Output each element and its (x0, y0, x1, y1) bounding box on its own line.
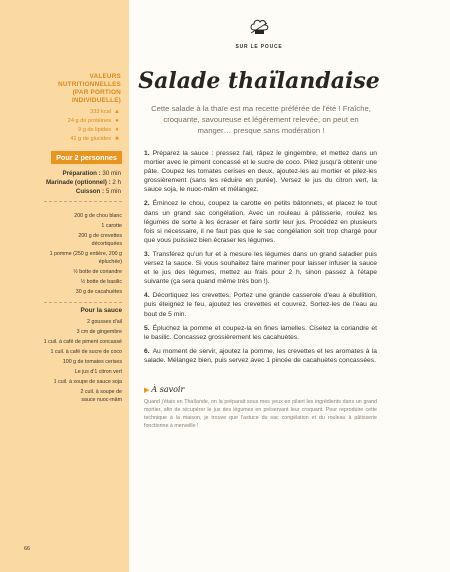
ingredient-item: ½ botte de coriandre (73, 269, 122, 275)
step-item: 4. Décortiquez les crevettes. Portez une grande casserole d'eau à ébullition, puis éteignez le feu, ajoutez les crevettes et couvrez. Sortez-les de l'eau au bout de 5 min. (144, 292, 377, 318)
steps-list (144, 149, 377, 370)
section-kicker: SUR LE POUCE (235, 44, 283, 50)
ingredients-list (22, 212, 122, 406)
leaf-icon: ♦ (115, 127, 119, 133)
recipe-main (129, 0, 450, 572)
nutrition-title (0, 73, 121, 105)
sauce-item: 3 cm de gingembre (76, 329, 122, 335)
ingredient-item: ½ botte de basilic (80, 279, 122, 285)
sauce-item: 1 cuil. à café de piment concassé (43, 339, 122, 345)
ingredient-item: 200 g de crevettes décortiquées (78, 233, 122, 247)
nutrition-kcal: 333 kcal ▲ (90, 109, 120, 115)
flame-icon: ▲ (114, 109, 120, 115)
step-item: 2. Émincez le chou, coupez la carotte en petits bâtonnets, et placez le tout dans un grand sac congélation. Avec un rouleau à pâtisserie, roulez les légumes de sorte à les écraser et faire sortir leur jus. Procédez en plusieurs fois si nécessaire, il ne faut pas que le sac congélation soit trop chargé pour que vous puissiez bien écraser les légumes. (144, 200, 377, 244)
ingredient-item: 1 pomme (250 g entière, 200 g épluchée) (49, 251, 122, 265)
ingredient-item: 200 g de chou blanc (74, 213, 122, 219)
time-cooking: Cuisson : 5 min (75, 188, 121, 195)
nutrition-title-line: VALEURS (89, 73, 121, 80)
sauce-item: 2 gousses d'ail (87, 319, 122, 325)
tip-text: Quand j'étais en Thaïlande, on la préparait sous mes yeux en pilant les ingrédients dans un grand mortier, afin de récupérer le jus des légumes en préservant leur croquant. Pour reproduire cette technique à la maison, je trouve que l'astuce du sac congélation et du rouleau à pâtisserie fonctionne à merveille ! (144, 399, 377, 429)
step-item: 6. Au moment de servir, ajoutez la pomme, les crevettes et les aromates à la salade. Mélangez bien, puis servez avec 1 pincée de cacahuètes concassées. (144, 347, 377, 364)
ingredient-item: 30 g de cacahuètes (75, 289, 122, 295)
sauce-item: 100 g de tomates cerises (62, 359, 122, 365)
chef-hat-icon (248, 18, 270, 36)
sauce-item: 1 cuil. à café de sucre de coco (50, 349, 122, 355)
time-prep: Préparation : 30 min (62, 170, 121, 177)
sauce-item: 2 cuil. à soupe de sauce nuoc-mâm (80, 389, 122, 403)
drop-icon: ● (115, 118, 119, 124)
nutrition-title-line: NUTRITIONNELLES (58, 81, 121, 88)
sauce-item: 1 cuil. à soupe de sauce soja (53, 379, 122, 385)
divider (44, 302, 122, 303)
triangle-icon: ▶ (144, 386, 150, 394)
ingredient-item: 1 carotte (101, 223, 122, 229)
grain-icon: ♣ (115, 136, 119, 142)
page-number: 66 (24, 546, 31, 552)
nutrition-title-line: INDIVIDUELLE) (71, 97, 121, 104)
nutrition-lipids: 9 g de lipides ♦ (0, 126, 121, 135)
page-title: Salade thaïlandaise (138, 68, 380, 94)
servings-badge: Pour 2 personnes (51, 151, 122, 164)
sauce-title: Pour la sauce (80, 307, 122, 314)
nutrition-title-line: (PAR PORTION (72, 89, 121, 96)
intro-text: Cette salade à la thaïe est ma recette préférée de l'été ! Fraîche, croquante, savoureuse et légèrement relevée, on peut en manger… presque sans modération ! (151, 104, 371, 135)
tip-title: ▶ À savoir (144, 385, 185, 394)
nutrition-carbs: 41 g de glucides ♣ (0, 135, 121, 144)
sidebar (0, 0, 129, 572)
time-marinade: Marinade (optionnel) : 2 h (46, 179, 121, 186)
step-item: 5. Épluchez la pomme et coupez-la en fines lamelles. Ciselez la coriandre et le basilic. Concassez grossièrement les cacahuètes. (144, 324, 377, 341)
times-block (0, 169, 121, 196)
divider (44, 201, 122, 202)
sauce-item: Le jus d'1 citron vert (74, 369, 122, 375)
step-item: 3. Transférez qu'un fur et à mesure les légumes dans un grand saladier puis versez la sauce. Si vous souhaitez faire mariner pour laisser infuser la sauce et le jus des légumes, mettez au frais pour 2 h, sinon passez à l'étape suivante (ça sera quand même très bon !). (144, 250, 377, 286)
nutrition-panel (0, 73, 121, 144)
step-item: 1. Préparez la sauce : pressez l'ail, râpez le gingembre, et mettez dans un mortier avec le piment concassé et le sucre de coco. Pilez jusqu'à obtenir une pâte. Coupez les tomates cerises en deux, ajoutez-les au mortier et pilez-les grossièrement (sans les réduire en purée). Versez le jus du citron vert, la sauce soja, le nuoc-mâm et mélangez. (144, 150, 377, 194)
nutrition-protein: 24 g de protéines ● (0, 117, 121, 126)
